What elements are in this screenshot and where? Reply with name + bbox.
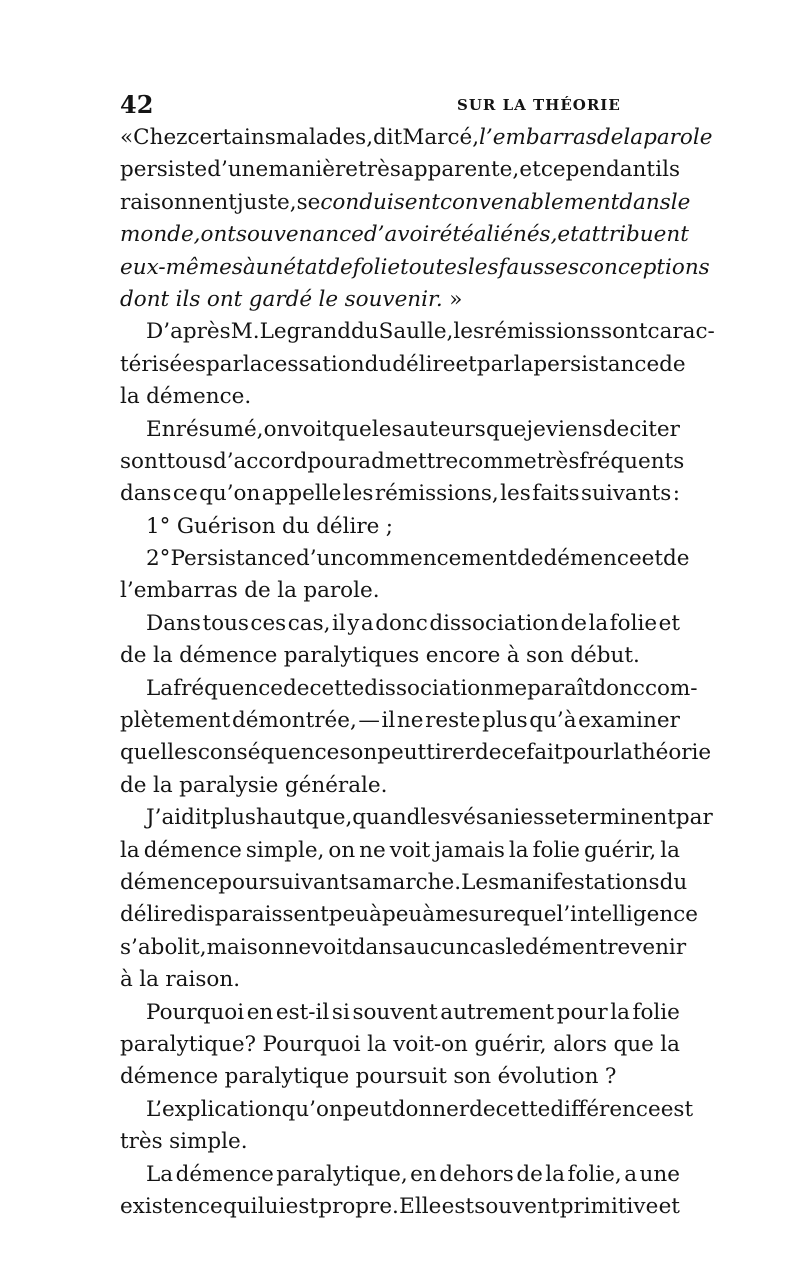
text-line: existence qui lui est propre. Elle est souvent primitive et	[120, 1193, 680, 1219]
text-line: persiste d’une manière très apparente, et cependant ils	[120, 157, 680, 183]
text-line: la démence.	[120, 384, 252, 410]
text-line: eux-mêmes à un état de folie toutes les fausses conceptions	[120, 254, 710, 280]
text-line: démence poursuivant sa marche. Les manifestations du	[120, 869, 688, 895]
page-header	[120, 91, 675, 119]
text-line: 1° Guérison du délire ;	[146, 513, 394, 539]
text-line: paralytique? Pourquoi la voit-on guérir, alors que la	[120, 1031, 680, 1057]
text-line: très simple.	[120, 1129, 248, 1155]
text-line: la démence simple, on ne voit jamais la folie guérir, la	[120, 837, 680, 863]
text-line: La fréquence de cette dissociation me paraît donc com-	[146, 675, 698, 701]
running-head: SUR LA THÉORIE	[457, 96, 621, 114]
text-line: «Chez certains malades, dit Marcé, l’embarras de la parole	[120, 125, 713, 150]
text-line: s’abolit, mais on ne voit dans aucun cas le dément revenir	[120, 934, 687, 960]
text-line: Dans tous ces cas, il y a donc dissociation de la folie et	[146, 610, 680, 636]
text-line: délire disparaissent peu à peu à mesure que l’intelligence	[120, 902, 698, 928]
text-line: de la paralysie générale.	[120, 772, 388, 798]
text-line: l’embarras de la parole.	[120, 578, 380, 604]
text-line: dans ce qu’on appelle les rémissions, les faits suivants :	[120, 481, 680, 507]
text-line: La démence paralytique, en dehors de la folie, a une	[146, 1161, 680, 1187]
text-line: térisées par la cessation du délire et par la persistance de	[120, 351, 686, 377]
text-line: plètement démontrée, — il ne reste plus qu’à examiner	[120, 708, 680, 734]
text-line: démence paralytique poursuit son évolution ?	[120, 1064, 617, 1090]
text-line: raisonnent juste, se conduisent convenablement dans le	[120, 189, 691, 215]
page-number: 42	[120, 90, 154, 119]
text-line: D’après M. Legrand du Saulle, les rémissions sont carac-	[146, 319, 715, 345]
text-line: Pourquoi en est-il si souvent autrement pour la folie	[146, 999, 680, 1025]
text-line: de la démence paralytiques encore à son début.	[120, 643, 640, 669]
text-line: L’explication qu’on peut donner de cette différence est	[146, 1096, 694, 1122]
text-line: dont ils ont gardé le souvenir. »	[120, 286, 463, 312]
text-line: J’ai dit plus haut que, quand les vésanies se terminent par	[146, 805, 713, 831]
text-line: monde, ont souvenance d’avoir été aliénés, et attribuent	[120, 222, 689, 248]
text-line: à la raison.	[120, 967, 241, 993]
text-line: quelles conséquences on peut tirer de ce fait pour la théorie	[120, 740, 712, 766]
text-line: En résumé, on voit que les auteurs que je viens de citer	[146, 416, 680, 442]
text-line: sont tous d’accord pour admettre comme très fréquents	[120, 448, 685, 474]
body-text	[120, 122, 715, 1223]
text-line: 2° Persistance d’un commencement de démence et de	[146, 546, 690, 572]
